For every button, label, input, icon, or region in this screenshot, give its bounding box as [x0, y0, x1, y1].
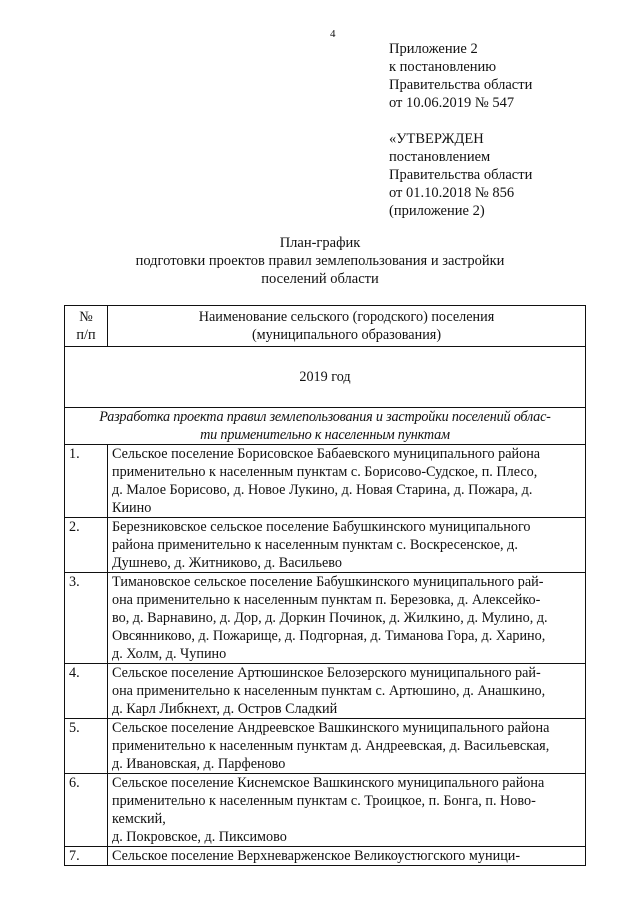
title-line: подготовки проектов правил землепользования и застройки — [135, 253, 505, 269]
settlement-line: Березниковское сельское поселение Бабушкинского муниципального — [112, 519, 531, 535]
settlement-line: д. Холм, д. Чупино — [112, 646, 227, 662]
document-title — [0, 234, 640, 288]
settlement-line: Овсянниково, д. Пожарище, д. Подгорная, д. Тиманова Гора, д. Харино, — [112, 628, 546, 644]
approval-line: Правительства области — [389, 167, 533, 183]
row-settlement — [108, 664, 586, 719]
settlement-line: д. Малое Борисово, д. Новое Лукино, д. Новая Старина, д. Пожара, д. — [112, 482, 533, 498]
row-number: 4. — [65, 664, 108, 719]
table-row — [65, 774, 586, 847]
title-line: поселений области — [261, 271, 379, 287]
approval-line: «УТВЕРЖДЕН — [389, 131, 484, 147]
approval-line: постановлением — [389, 149, 491, 165]
section-cell — [65, 408, 586, 445]
settlement-line: она применительно к населенным пунктам п. Березовка, д. Алексейко- — [112, 592, 541, 608]
settlement-line: она применительно к населенным пунктам с. Артюшино, д. Анашкино, — [112, 683, 546, 699]
table-row — [65, 518, 586, 573]
settlement-line: Сельское поселение Андреевское Вашкинского муниципального района — [112, 720, 550, 736]
row-number: 3. — [65, 573, 108, 664]
section-row — [65, 408, 586, 445]
row-settlement — [108, 445, 586, 518]
row-settlement — [108, 573, 586, 664]
settlement-line: применительно к населенным пунктам д. Андреевская, д. Васильевская, — [112, 738, 550, 754]
approval-line: от 01.10.2018 № 856 — [389, 185, 515, 201]
header-number-line: п/п — [76, 327, 96, 343]
title-line: План-график — [279, 235, 361, 251]
header-name-cell — [108, 306, 586, 347]
settlement-line: д. Ивановская, д. Парфеново — [112, 756, 286, 772]
row-settlement — [108, 774, 586, 847]
header-number-cell — [65, 306, 108, 347]
settlement-line: применительно к населенным пунктам с. Борисово-Судское, п. Плесо, — [112, 464, 538, 480]
row-settlement — [108, 518, 586, 573]
section-line: Разработка проекта правил землепользования и застройки поселений облас- — [99, 409, 551, 425]
year-row — [65, 347, 586, 408]
settlement-line: района применительно к населенным пунктам с. Воскресенское, д. — [112, 537, 518, 553]
section-line: ти применительно к населенным пунктам — [200, 427, 450, 443]
row-number: 1. — [65, 445, 108, 518]
attachment-line: Правительства области — [389, 77, 533, 93]
settlement-line: кемский, — [112, 811, 166, 827]
settlement-line: применительно к населенным пунктам с. Троицкое, п. Бонга, п. Ново- — [112, 793, 536, 809]
table-header-row — [65, 306, 586, 347]
settlement-line: Сельское поселение Киснемское Вашкинского муниципального района — [112, 775, 545, 791]
header-number-line: № — [79, 309, 93, 325]
settlement-line: д. Карл Либкнехт, д. Остров Сладкий — [112, 701, 338, 717]
attachment-line: Приложение 2 — [389, 41, 478, 57]
table-row — [65, 847, 586, 866]
attachment-block — [389, 40, 532, 112]
settlement-line: Сельское поселение Артюшинское Белозерского муниципального рай- — [112, 665, 541, 681]
settlement-line: Сельское поселение Верхневарженское Великоустюгского муници- — [112, 848, 521, 864]
row-number: 5. — [65, 719, 108, 774]
attachment-line: от 10.06.2019 № 547 — [389, 95, 515, 111]
table-row — [65, 664, 586, 719]
table-body — [65, 445, 586, 866]
header-name-line: Наименование сельского (городского) поселения — [198, 309, 495, 325]
row-number: 6. — [65, 774, 108, 847]
table-row — [65, 445, 586, 518]
settlement-line: во, д. Варнавино, д. Дор, д. Доркин Починок, д. Жилкино, д. Мулино, д. — [112, 610, 548, 626]
table-row — [65, 573, 586, 664]
settlement-line: Киино — [112, 500, 152, 516]
attachment-line: к постановлению — [389, 59, 497, 75]
row-number: 2. — [65, 518, 108, 573]
table-row — [65, 719, 586, 774]
approval-line: (приложение 2) — [389, 203, 485, 219]
settlement-line: Тимановское сельское поселение Бабушкинского муниципального рай- — [112, 574, 544, 590]
row-number: 7. — [65, 847, 108, 866]
approval-block — [389, 130, 532, 220]
settlement-line: Сельское поселение Борисовское Бабаевского муниципального района — [112, 446, 541, 462]
plan-schedule-table — [64, 305, 586, 866]
header-name-line: (муниципального образования) — [251, 327, 442, 343]
row-settlement — [108, 847, 586, 866]
row-settlement — [108, 719, 586, 774]
settlement-line: д. Покровское, д. Пиксимово — [112, 829, 287, 845]
page-number: 4 — [330, 28, 336, 40]
year-cell: 2019 год — [65, 347, 586, 408]
settlement-line: Душнево, д. Житниково, д. Васильево — [112, 555, 342, 571]
